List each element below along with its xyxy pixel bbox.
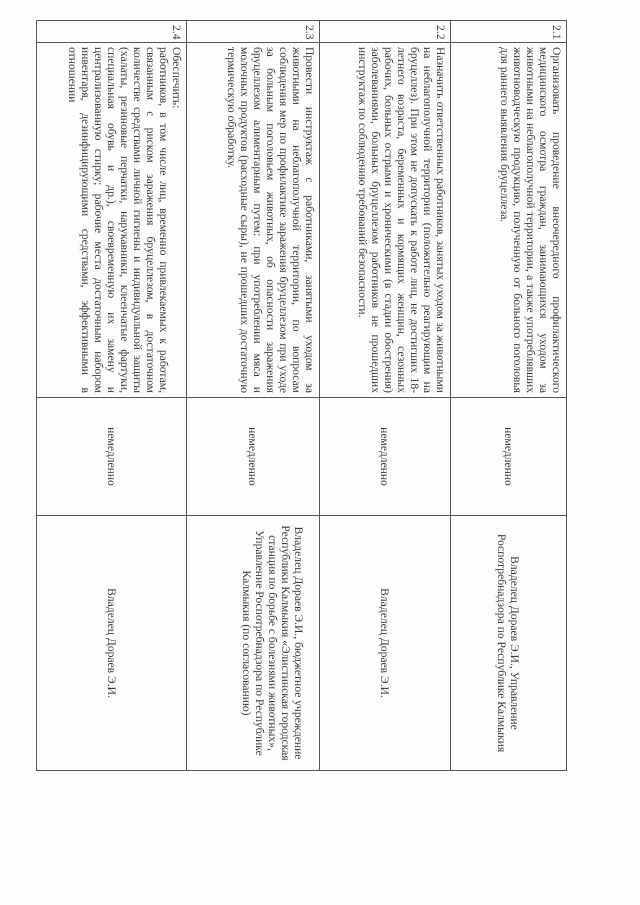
- row-number: 2.1: [451, 21, 567, 43]
- action-title: Обеспечить:: [170, 47, 183, 109]
- action-cell: Назначить ответственных работников, занятых уходом за животными на неблагополучной территории (положительно реагирующим на бруцеллез). При этом не допускать к работе лиц, не достигших 18-летнего возраста, беременных и кормящих женщин, сезонных рабочих, больных острыми и хроническими (в стадии обострения) заболеваниями, больных бруцеллезом работников не прошедших инструктаж по соблюдению требований безопасности.: [320, 43, 451, 398]
- table-row: [451, 21, 567, 771]
- term-cell: немедленно: [320, 398, 451, 516]
- table-row: [37, 21, 187, 771]
- responsible-cell: Владелец Дораев Э.И., бюджетное учреждение Республики Калмыкия «Элистинская городская станция по борьбе с болезнями животных», Управление Роспотребнадзора по Республике Калмыкия (по согласованию): [187, 516, 320, 771]
- term-cell: немедленно: [37, 398, 187, 516]
- term-cell: немедленно: [187, 398, 320, 516]
- responsible-cell: Владелец Дораев Э.И., Управление Роспотребнадзора по Республике Калмыкия: [451, 516, 567, 771]
- action-cell: [37, 43, 187, 398]
- action-cell: Организовать проведение внеочередного профилактического медицинского осмотра граждан, занимающихся уходом за животными на неблагополучной территории, а также употреблявших животноводческую продукцию, полученную от больного поголовья для раннего выявления бруцеллеза.: [451, 43, 567, 398]
- table-row: [320, 21, 451, 771]
- table-row: [187, 21, 320, 771]
- measures-table: [36, 20, 567, 771]
- responsible-cell: Владелец Дораев Э.И.: [37, 516, 187, 771]
- row-number: 2.2: [320, 21, 451, 43]
- row-number: 2.4: [37, 21, 187, 43]
- row-number: 2.3: [187, 21, 320, 43]
- action-text: работников, в том числе лиц, временно привлекаемых к работам, связанным с риском заражения бруцеллезом, в достаточном количестве средствами личной гигиены и индивидуальной защиты (халаты, резиновые перчатки, нарукавники, клеенчатые фартуки, специальная обувь и др.), своевременную их замену и централизованную стирку; рабочие места достаточным набором инвентаря, дезинфицирующими средствами, эффективными в отношении: [66, 47, 170, 393]
- rotated-table-container: [37, 20, 567, 770]
- term-cell: немедленно: [451, 398, 567, 516]
- action-cell: Провести инструктаж с работниками, занятыми уходом за животными на неблагополучной территории, по вопросам соблюдения мер по профилактике заражения бруцеллезом при уходе за больным поголовьем животных, об опасности заражения бруцеллезом алиментарным путем: при употреблении мяса и молочных продуктов (расходные сыры), не прошедших достаточную термическую обработку.: [187, 43, 320, 398]
- responsible-cell: Владелец Дораев Э.И.: [320, 516, 451, 771]
